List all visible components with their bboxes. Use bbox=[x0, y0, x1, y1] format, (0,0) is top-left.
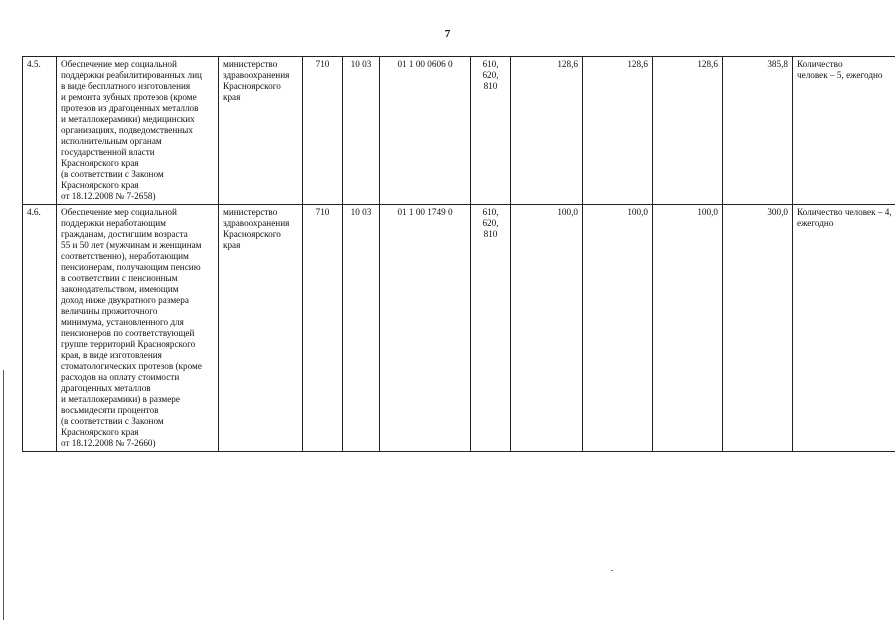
measure-description: Обеспечение мер социальной поддержки реабилитированных лиц в виде бесплатного изготовления и ремонта зубных протезов (кроме протезов из драгоценных металлов и металлокерамики) медицинских организациях, подведомственных исполнительным органам государственной власти Красноярского края (в соответствии с Законом Красноярского края от 18.12.2008 № 7-2658) bbox=[57, 57, 219, 205]
expected-result: Количество человек – 4, ежегодно bbox=[793, 205, 895, 452]
table-row bbox=[23, 57, 895, 205]
year-2-amount: 100,0 bbox=[583, 205, 653, 452]
table-row bbox=[23, 205, 895, 452]
executor: министерство здравоохранения Красноярского края bbox=[219, 57, 303, 205]
grbs-code: 710 bbox=[303, 57, 343, 205]
measure-description: Обеспечение мер социальной поддержки неработающим гражданам, достигшим возраста 55 и 50 лет (мужчинам и женщинам соответственно), неработающим пенсионерам, получающим пенсию в соответствии с пенсионным законодательством, имеющим доход ниже двукратного размера величины прожиточного минимума, установленного для пенсионеров по соответствующей группе территорий Красноярского края, в виде изготовления стоматологических протезов (кроме расходов на оплату стоимости драгоценных металлов и металлокерамики) в размере восьмидесяти процентов (в соответствии с Законом Красноярского края от 18.12.2008 № 7-2660) bbox=[57, 205, 219, 452]
csr-code: 01 1 00 0606 0 bbox=[380, 57, 471, 205]
executor: министерство здравоохранения Красноярского края bbox=[219, 205, 303, 452]
row-number: 4.5. bbox=[23, 57, 57, 205]
year-3-amount: 128,6 bbox=[653, 57, 723, 205]
total-amount: 300,0 bbox=[723, 205, 793, 452]
year-2-amount: 128,6 bbox=[583, 57, 653, 205]
expected-result: Количество человек – 5, ежегодно bbox=[793, 57, 895, 205]
year-1-amount: 100,0 bbox=[511, 205, 583, 452]
row-number: 4.6. bbox=[23, 205, 57, 452]
budget-table bbox=[22, 56, 895, 452]
scan-speck bbox=[611, 570, 613, 571]
rzpr-code: 10 03 bbox=[343, 205, 380, 452]
vr-code: 610, 620, 810 bbox=[471, 205, 511, 452]
year-3-amount: 100,0 bbox=[653, 205, 723, 452]
csr-code: 01 1 00 1749 0 bbox=[380, 205, 471, 452]
grbs-code: 710 bbox=[303, 205, 343, 452]
total-amount: 385,8 bbox=[723, 57, 793, 205]
page-number: 7 bbox=[444, 28, 451, 40]
year-1-amount: 128,6 bbox=[511, 57, 583, 205]
rzpr-code: 10 03 bbox=[343, 57, 380, 205]
vr-code: 610, 620, 810 bbox=[471, 57, 511, 205]
scan-margin-line bbox=[3, 370, 4, 620]
